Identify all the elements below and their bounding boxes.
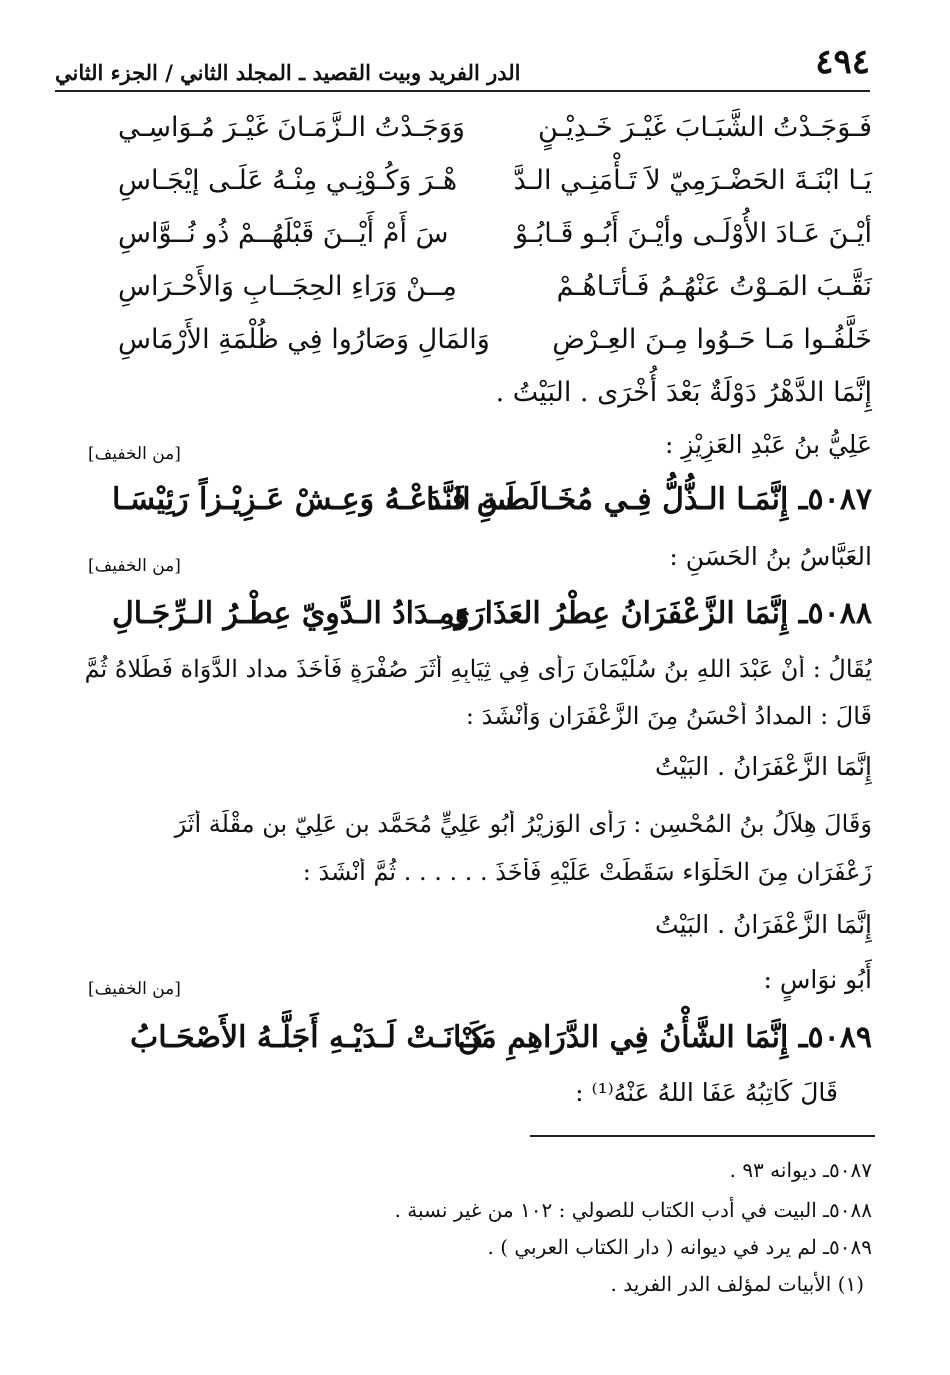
verse-number: ٥٠٨٩ـ: [798, 1020, 872, 1055]
verse-number: ٥٠٨٧ـ: [798, 482, 872, 517]
hemistich-right: أيْـنَ عَـادَ الأُوْلَـى وأيْـنَ أَبُـو قَـابُـوْ: [514, 218, 872, 249]
prose-line: يُقَالُ : أَنْ عَبْدَ اللهِ بنُ سُلَيْمَانَ رَأَى فِي ثِيَابِهِ أَثَرَ صُفْرَةٍ فَأَخَذَ مداد الدَّوَاة فَطَلاهُ ثُمَّ: [84, 655, 872, 683]
meter-label: [من الخفيف]: [88, 444, 181, 464]
hemistich-right: إِنَّمَـا الـذُّلُّ فِـي مُخَـالَطَـةِ النَّـا: [426, 482, 789, 517]
hemistich-right: نَقَّـبَ المَـوْتُ عَنْهُـمُ فَـأتَـاهُـمْ: [556, 271, 872, 302]
hemistich-right: إِنَّمَا الشَّأْنُ فِي الدَّرَاهِمِ مَنْ: [457, 1020, 789, 1055]
page-header: [55, 38, 870, 92]
footnote: (١) الأبيات لمؤلف الدر الفريد .: [610, 1272, 864, 1296]
hemistich-right: فَـوَجَـدْتُ الشَّبَـابَ غَيْـرَ خَـدِيْـنٍ: [537, 112, 872, 143]
hemistich-left: كَـانَـتْ لَـدَيْـهِ أَجَلَّـهُ الأَصْحَـابُ: [130, 1020, 486, 1055]
book-page: ٤٩٤ الدر الفريد وبيت القصيد ـ المجلد الثاني / الجزء الثاني فَـوَجَـدْتُ الشَّبَـابَ غَيْـرَ خَـدِيْـنٍ وَوَجَـدْتُ الـزَّمَـانَ غَيْـرَ مُـوَاسِـي يَـا ابْنَـةَ الحَضْـرَمِيّ لاَ تَـأْمَنِـي الـدَّ هْـرَ وَكُـوْنِـي مِنْـهُ عَلَـى إيْجَـاسِ أيْـنَ عَـادَ الأُوْلَـى وأيْـنَ أَبُـو قَـابُـوْ سَ أَمْ أَيْــنَ قَبْلَهُــمْ ذُو نُــوَّاسِ نَقَّـبَ المَـوْتُ عَنْهُـمُ فَـأتَـاهُـمْ مِــنْ وَرَاءِ الحِجَــابِ وَالأَحْـرَاسِ خَلَّفُـوا مَـا حَـوُوا مِـنَ العِـرْضِ وَالمَالِ وَصَارُوا فِي ظُلْمَةِ الأَرْمَاسِ إِنَّمَا الدَّهْرُ دَوْلَةٌ بَعْدَ أُخْرَى . البَيْتُ . عَلِيُّ بنُ عَبْدِ العَزِيْزِ : [من الخفيف] ٥٠٨٧ـ إِنَّمَـا الـذُّلُّ فِـي مُخَـالَطَـةِ النَّـا سِ فَـدَعْـهُ وَعِـشْ عَـزِيْـزاً رَئِيْسَـا العَبَّاسُ بنُ الحَسَنِ : [من الخفيف] ٥٠٨٨ـ إِنَّمَا الزَّعْفَرَانُ عِطْرُ العَذَارَى وَمِـدَادُ الـدَّوِيّ عِطْـرُ الـرِّجَـالِ يُقَالُ : أَنْ عَبْدَ اللهِ بنُ سُلَيْمَانَ رَأَى فِي ثِيَابِهِ أَثَرَ صُفْرَةٍ فَأَخَذَ مداد الدَّوَاة فَطَلاهُ ثُمَّ قَالَ : المدادُ أَحْسَنُ مِنَ الزَّعْفَرَانِ وَأَنْشَدَ : إِنَّمَا الزَّعْفَرَانُ . البَيْتُ وَقَالَ هِلاَلُ بنُ المُحْسِنِ : رَأَى الوَزِيْرُ أَبُو عَلِيٍّ مُحَمَّد بن عَلِيّ بن مقْلَة أَثَرَ زَعْفَرَانٍ مِنَ الحَلْوَاء سَقَطَتْ عَلَيْهِ فَأَخَذَ . . . . . . ثُمَّ أَنْشَدَ : إِنَّمَا الزَّعْفَرَانُ . البَيْتُ أَبُو نوَاسٍ : [من الخفيف] ٥٠٨٩ـ إِنَّمَا الشَّأْنُ فِي الدَّرَاهِمِ مَنْ كَـانَـتْ لَـدَيْـهِ أَجَلَّـهُ الأَصْحَـابُ قَالَ كَاتِبُهُ عَفَا اللهُ عَنْهُ⁽¹⁾ : ٥٠٨٧ـ ديوانه ٩٣ . ٥٠٨٨ـ البيت في أدب الكتاب للصولي : ١٠٢ من غير نسبة . ٥٠٨٩ـ لم يرد في ديوانه ( دار الكتاب العربي ) . (١) الأبيات لمؤلف الدر الفريد .: [0, 0, 950, 1375]
hemistich-left: وَوَجَـدْتُ الـزَّمَـانَ غَيْـرَ مُـوَاسِـي: [118, 112, 465, 143]
footnote-divider: [530, 1135, 875, 1137]
hemistich-left: مِــنْ وَرَاءِ الحِجَــابِ وَالأَحْـرَاسِ: [118, 271, 457, 302]
page-number: ٤٩٤: [815, 42, 870, 82]
running-head: الدر الفريد وبيت القصيد ـ المجلد الثاني / الجزء الثاني: [55, 60, 521, 85]
prose-line: وَقَالَ هِلاَلُ بنُ المُحْسِنِ : رَأَى الوَزِيْرُ أَبُو عَلِيٍّ مُحَمَّد بن عَلِيّ بن مقْلَة أَثَرَ: [174, 810, 872, 838]
hemistich-left: وَمِـدَادُ الـدَّوِيّ عِطْـرُ الـرِّجَـالِ: [112, 596, 470, 631]
footnote: ٥٠٨٧ـ ديوانه ٩٣ .: [729, 1158, 872, 1182]
prose-line: قَالَ : المدادُ أَحْسَنُ مِنَ الزَّعْفَرَانِ وَأَنْشَدَ :: [465, 702, 872, 730]
verse-number: ٥٠٨٨ـ: [798, 596, 872, 631]
hemistich-right: خَلَّفُـوا مَـا حَـوُوا مِـنَ العِـرْضِ: [552, 324, 872, 355]
hemistich-right: يَـا ابْنَـةَ الحَضْـرَمِيّ لاَ تَـأْمَنِـي الـدَّ: [513, 165, 872, 196]
meter-label: [من الخفيف]: [88, 556, 181, 576]
hemistich-right: إِنَّمَا الزَّعْفَرَانُ عِطْرُ العَذَارَى: [446, 596, 789, 631]
hemistich-left: سِ فَـدَعْـهُ وَعِـشْ عَـزِيْـزاً رَئِيْسَـا: [112, 482, 514, 517]
hemistich-left: وَالمَالِ وَصَارُوا فِي ظُلْمَةِ الأَرْمَاسِ: [118, 324, 490, 355]
hemistich-left: سَ أَمْ أَيْــنَ قَبْلَهُــمْ ذُو نُــوَّاسِ: [118, 218, 449, 249]
meter-label: [من الخفيف]: [88, 979, 181, 999]
hemistich-left: هْـرَ وَكُـوْنِـي مِنْـهُ عَلَـى إيْجَـاسِ: [118, 165, 458, 196]
prose-line: زَعْفَرَانٍ مِنَ الحَلْوَاء سَقَطَتْ عَلَيْهِ فَأَخَذَ . . . . . . ثُمَّ أَنْشَدَ :: [302, 858, 872, 886]
footnote: ٥٠٨٨ـ البيت في أدب الكتاب للصولي : ١٠٢ من غير نسبة .: [394, 1198, 872, 1222]
footnote: ٥٠٨٩ـ لم يرد في ديوانه ( دار الكتاب العربي ) .: [487, 1235, 872, 1259]
